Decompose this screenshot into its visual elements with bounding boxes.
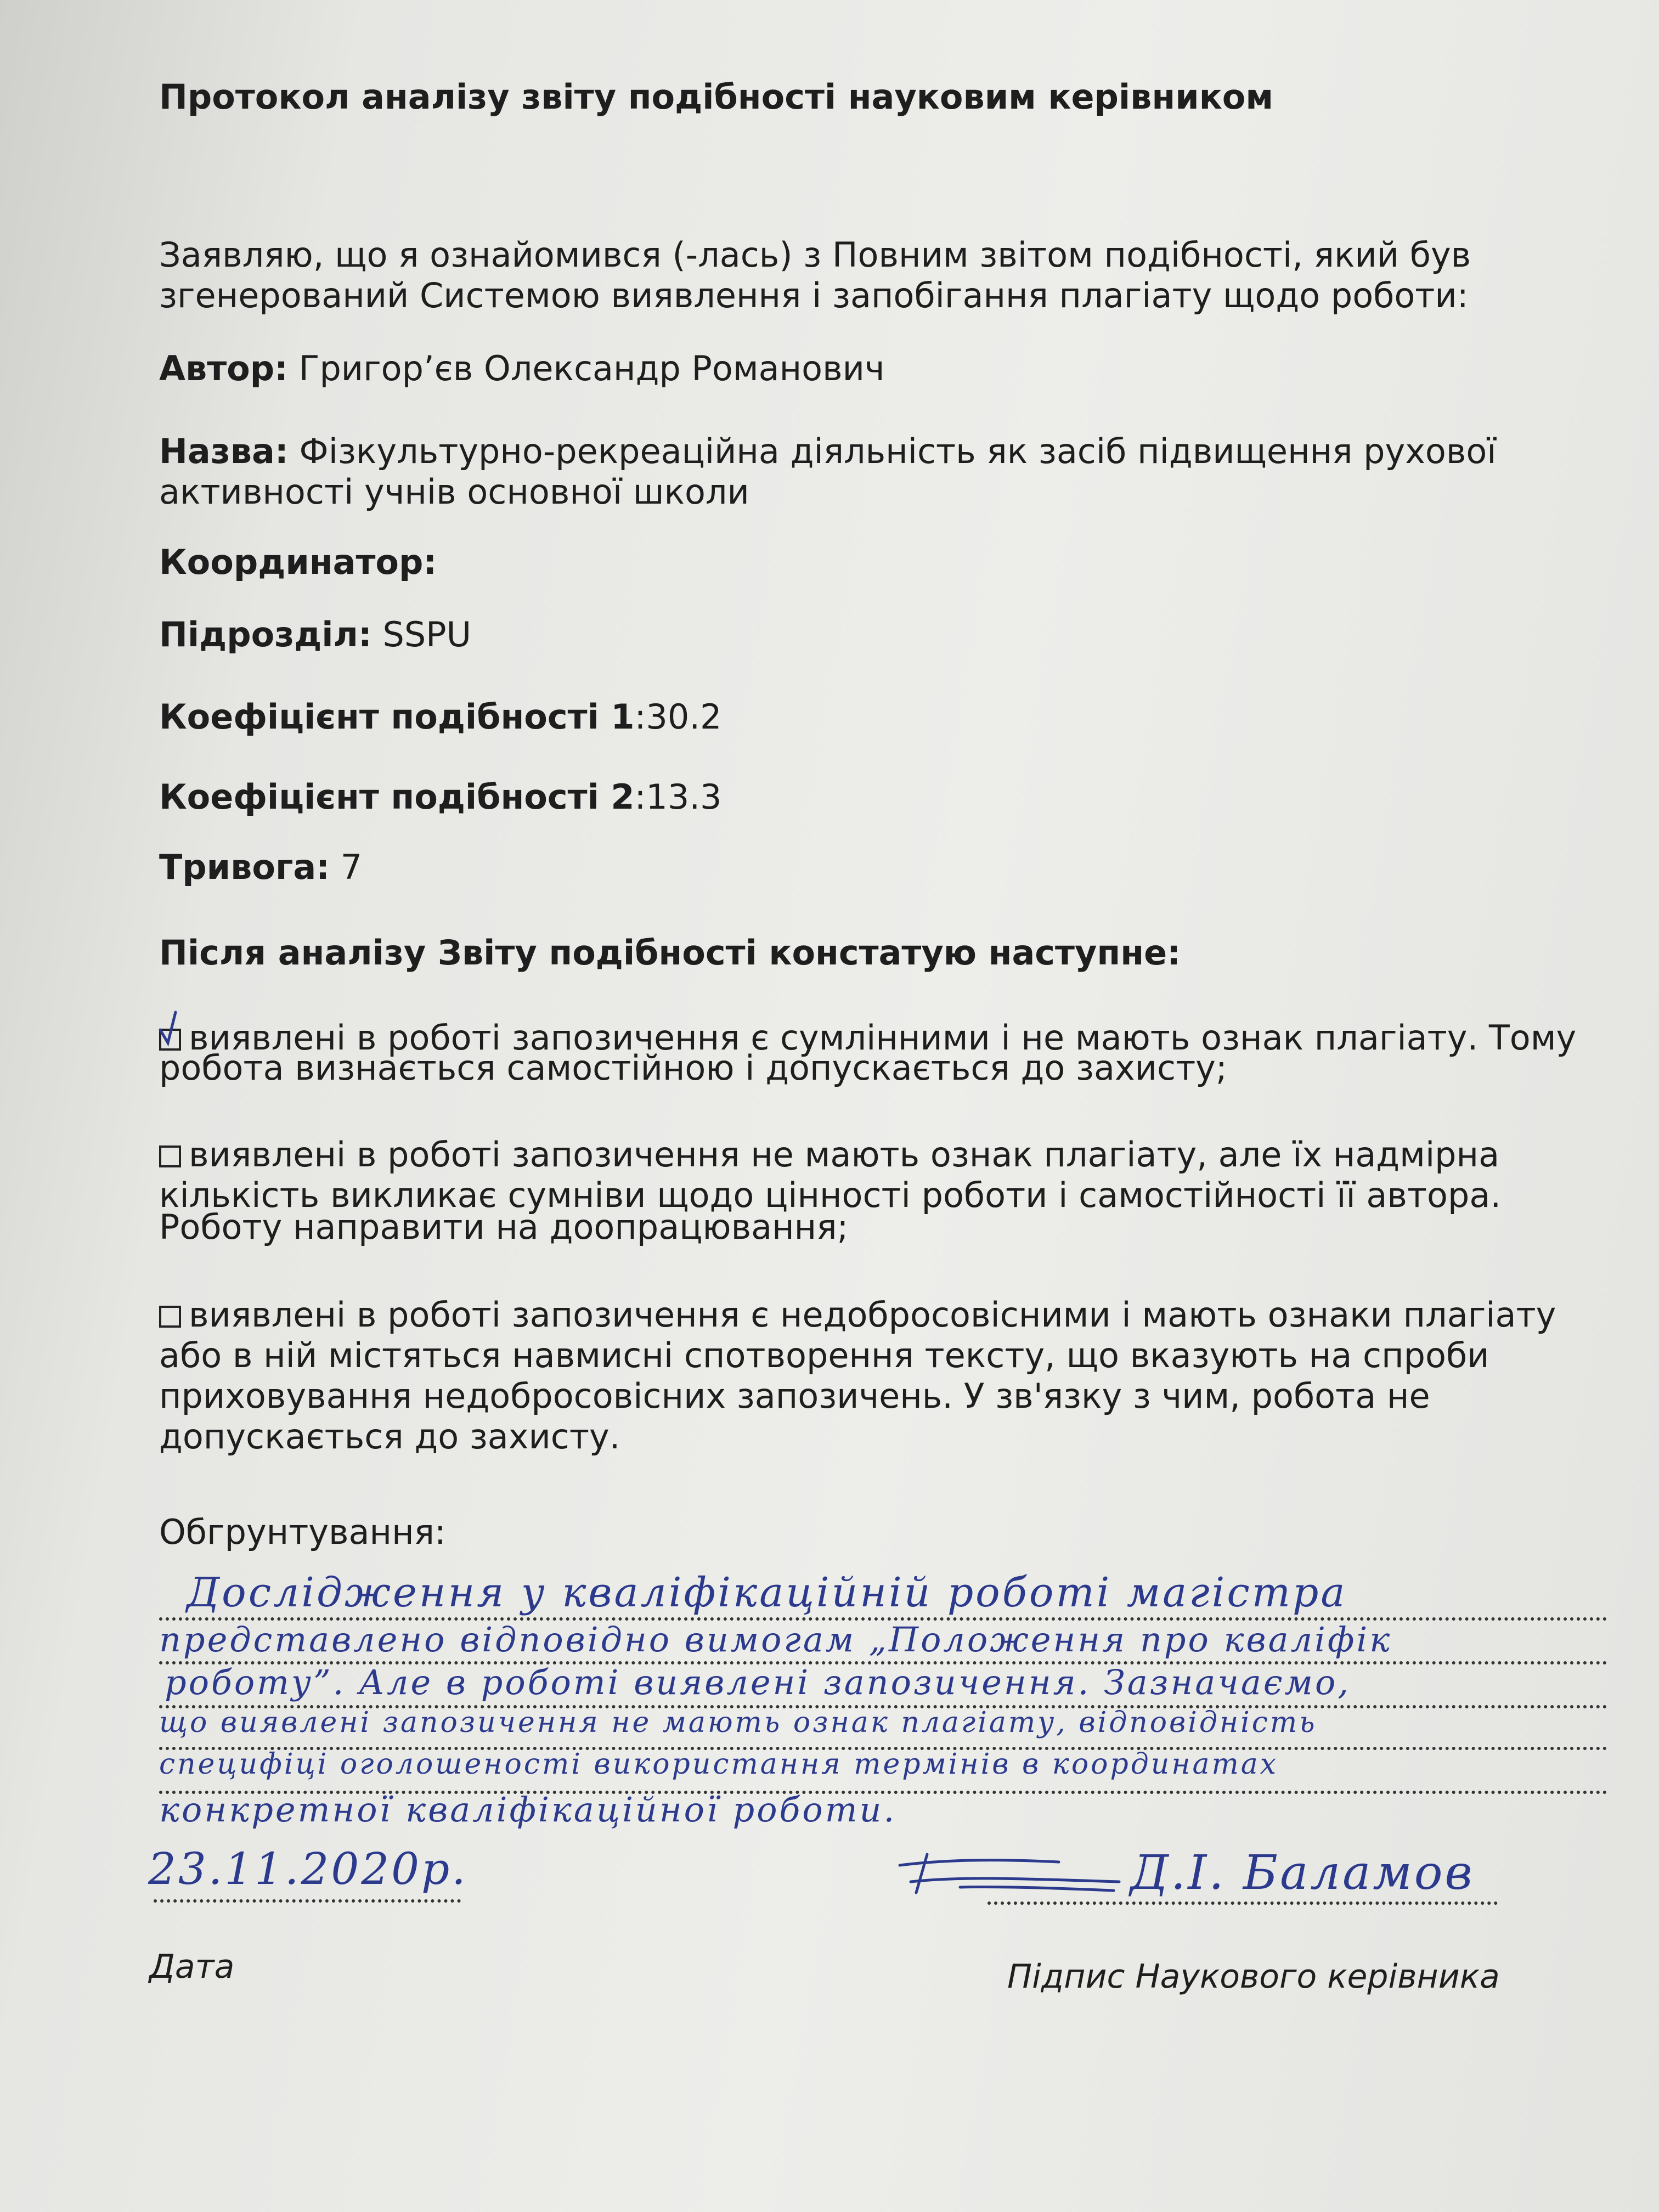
justification-label: Обгрунтування: (159, 1512, 446, 1552)
date-caption: Дата (149, 1948, 235, 1986)
coef1-label: Коефіцієнт подібності 1 (159, 697, 635, 737)
option-3-text-2: або в ній містяться навмисні спотворення тексту, що вказують на спроби (159, 1335, 1489, 1375)
handwritten-line-1: Дослідження у кваліфікаційній роботі магістра (187, 1569, 1347, 1616)
signature-caption: Підпис Наукового керівника (1007, 1957, 1500, 1996)
unit-label: Підрозділ: (159, 614, 372, 654)
alarm-value: 7 (340, 847, 363, 887)
work-title-field (159, 431, 1497, 472)
option-3-text-3: приховування недобросовісних запозичень. У зв'язку з чим, робота не (159, 1376, 1430, 1416)
handwritten-date: 23.11.2020р. (148, 1843, 468, 1894)
unit-value: SSPU (382, 614, 471, 654)
signature-dotted-line (988, 1901, 1498, 1905)
coordinator-label: Координатор: (159, 542, 437, 582)
unit-field (159, 614, 471, 655)
handwritten-line-4: що виявлені запозичення не мають ознак плагіату, відповідність (159, 1706, 1317, 1739)
option-1-text-2: робота визнається самостійною і допускається до захисту; (159, 1048, 1227, 1088)
option-3-text-4: допускається до захисту. (159, 1417, 620, 1457)
option-3-checkbox[interactable] (159, 1306, 181, 1328)
option-3-text-1: виявлені в роботі запозичення є недобросовісними і мають ознаки плагіату (189, 1295, 1556, 1335)
handwritten-line-5: специфіці оголошеності використання термінів в координатах (159, 1748, 1279, 1781)
option-3-line-1[interactable] (159, 1295, 1556, 1335)
option-2-line-1[interactable] (159, 1135, 1499, 1175)
coef2-field (159, 777, 721, 817)
handwritten-line-6: конкретної кваліфікаційної роботи. (159, 1790, 897, 1830)
work-title-value-1: Фізкультурно-рекреаційна діяльність як засіб підвищення рухової (299, 431, 1497, 471)
checkmark-icon (157, 1010, 190, 1048)
option-1-checkbox[interactable] (159, 1029, 181, 1051)
page-title: Протокол аналізу звіту подібності науковим керівником (159, 77, 1274, 117)
option-2-checkbox[interactable] (159, 1146, 181, 1167)
author-value: Григор’єв Олександр Романович (298, 348, 885, 388)
alarm-field (159, 847, 362, 888)
coef1-field (159, 697, 721, 737)
coef2-label: Коефіцієнт подібності 2 (159, 777, 635, 817)
signature-scribble (894, 1843, 1125, 1909)
alarm-label: Тривога: (159, 847, 330, 887)
intro-line-1: Заявляю, що я ознайомився (-лась) з Повним звітом подібності, який був (159, 235, 1471, 275)
signature-name: Д.І. Баламов (1130, 1846, 1475, 1900)
handwritten-line-2: представлено відповідно вимогам „Положення про кваліфік (159, 1620, 1392, 1660)
author-field (159, 348, 885, 389)
coef2-value: :13.3 (634, 777, 722, 817)
work-title-label: Назва: (159, 431, 289, 471)
handwritten-line-3: роботу”. Але в роботі виявлені запозичення. Зазначаємо, (165, 1662, 1351, 1702)
work-title-value-2: активності учнів основної школи (159, 472, 749, 512)
option-2-text-2: кількість викликає сумніви щодо цінності роботи і самостійності її автора. (159, 1175, 1502, 1215)
conclusion-heading: Після аналізу Звіту подібності констатую наступне: (159, 933, 1181, 973)
option-2-text-3: Роботу направити на доопрацювання; (159, 1207, 849, 1247)
intro-line-2: згенерований Системою виявлення і запобігання плагіату щодо роботи: (159, 275, 1469, 315)
date-dotted-line (154, 1899, 461, 1903)
option-2-text-1: виявлені в роботі запозичення не мають ознак плагіату, але їх надмірна (189, 1135, 1500, 1175)
option-1-text-1: виявлені в роботі запозичення є сумлінними і не мають ознак плагіату. Тому (189, 1018, 1577, 1058)
author-label: Автор: (159, 348, 288, 388)
coef1-value: :30.2 (634, 697, 722, 737)
